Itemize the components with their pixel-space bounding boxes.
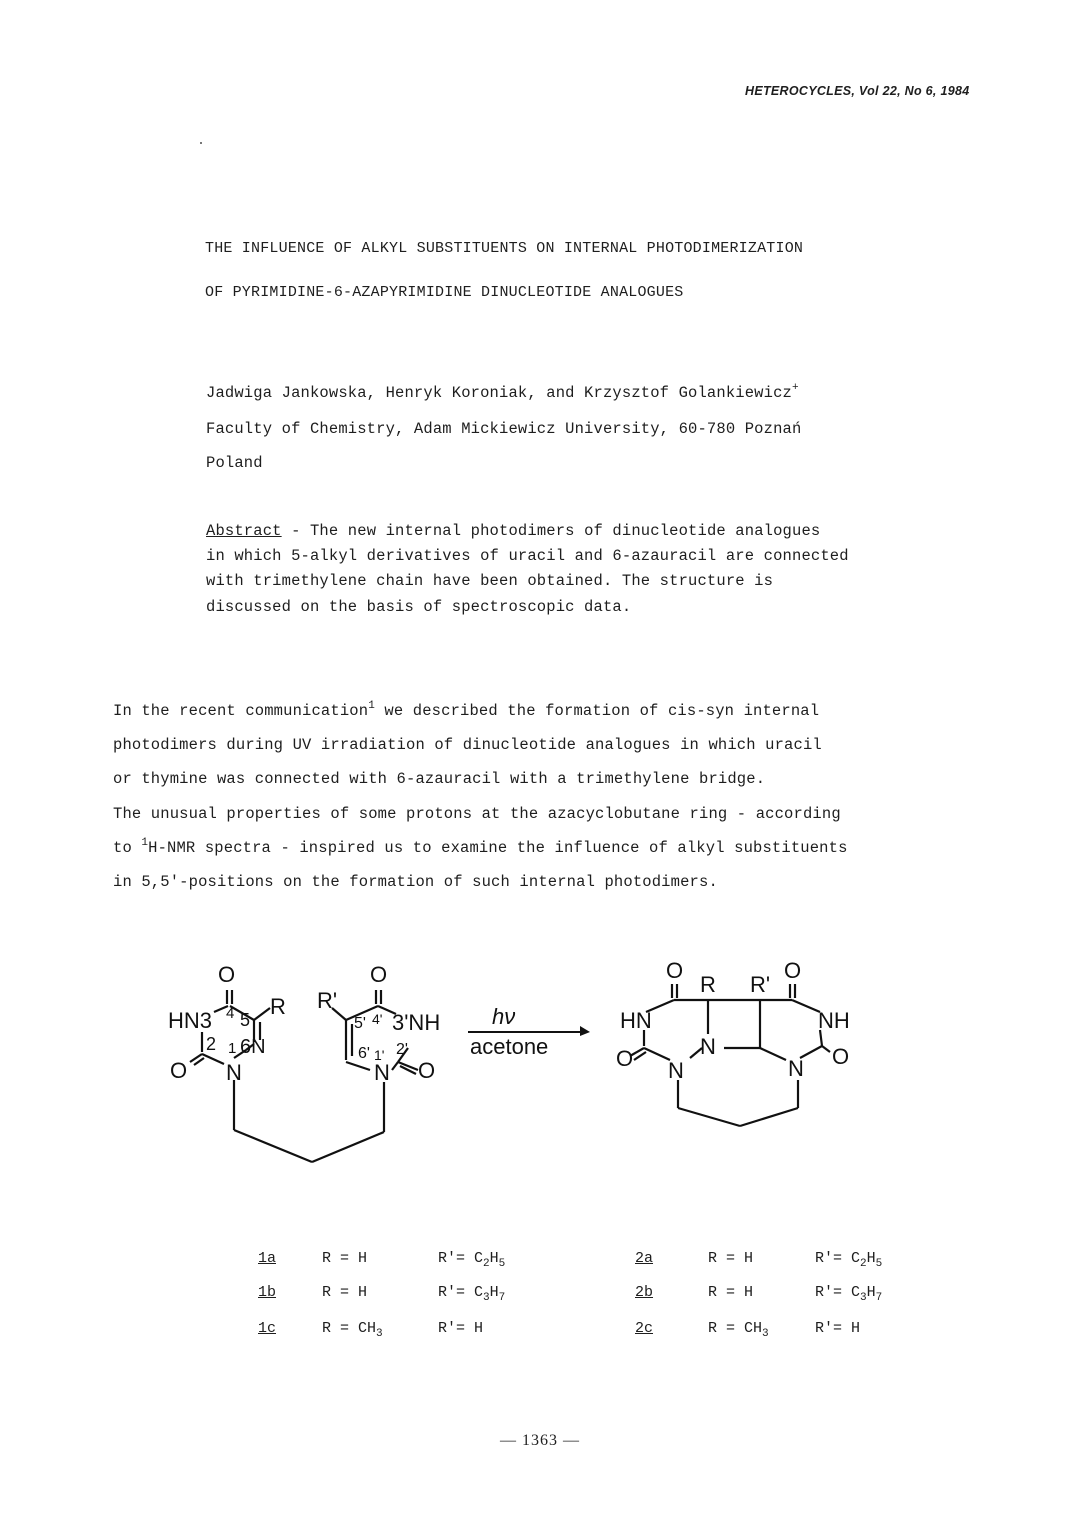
compound-1b-rp-mid: H <box>489 1284 499 1301</box>
abstract-line-1 <box>206 522 820 540</box>
compound-2b-rp-sub1: 3 <box>860 1292 867 1304</box>
left-pos-4: 4 <box>226 1005 235 1022</box>
arrow-hv: hν <box>492 1004 516 1029</box>
compound-1c-id: 1c <box>258 1320 277 1337</box>
compound-1a-id: 1a <box>258 1250 277 1267</box>
compound-1a-rp-sub2: 5 <box>498 1258 506 1270</box>
right-N-b: N <box>668 1058 684 1083</box>
compound-1b-id: 1b <box>258 1284 277 1301</box>
abstract-line-2: in which 5-alkyl derivatives of uracil and 6-azauracil are connected <box>206 547 849 565</box>
compound-2b-id: 2b <box>635 1284 654 1301</box>
compound-2a-rp <box>815 1250 882 1270</box>
body-line-5 <box>113 839 848 857</box>
right-N-c: N <box>788 1056 804 1081</box>
title-line-1: THE INFLUENCE OF ALKYL SUBSTITUENTS ON INTERNAL PHOTODIMERIZATION <box>205 240 804 257</box>
right-molecule-bonds <box>630 984 830 1126</box>
right-molecule-labels <box>616 958 850 1083</box>
left-O-c: O <box>170 1058 188 1083</box>
left-pos-5: 5 <box>240 1010 251 1030</box>
compound-1b-rp <box>438 1284 505 1304</box>
compound-2b-rp-sub2: 7 <box>875 1292 883 1304</box>
right-NH: NH <box>818 1008 850 1033</box>
affiliation-line-2: Poland <box>206 454 263 472</box>
compound-2a-rp-sub1: 2 <box>860 1258 867 1270</box>
compound-2a-r: R = H <box>708 1250 754 1267</box>
arrow-acetone: acetone <box>470 1034 549 1059</box>
abstract-label: Abstract <box>206 522 282 540</box>
compound-1a-rp-mid: H <box>489 1250 499 1267</box>
left-molecule-labels <box>168 962 440 1085</box>
left-3p-NH: 3'NH <box>392 1010 441 1035</box>
body-line-1-b: we described the formation of cis-syn internal <box>374 702 820 720</box>
compound-1c-r <box>322 1320 383 1340</box>
authors-text: Jadwiga Jankowska, Henryk Koroniak, and Krzysztof Golankiewicz <box>206 384 792 402</box>
compound-2b-rp <box>815 1284 882 1304</box>
journal-header: HETEROCYCLES, Vol 22, No 6, 1984 <box>745 84 970 98</box>
compound-1b-r: R = H <box>322 1284 368 1301</box>
body-line-3: or thymine was connected with 6-azauracil with a trimethylene bridge. <box>113 770 766 788</box>
abstract-line-3: with trimethylene chain have been obtained. The structure is <box>206 572 774 590</box>
body-line-1-a: In the recent communication <box>113 702 369 720</box>
right-R-prime: R' <box>750 972 771 997</box>
left-6N: 6N <box>240 1036 266 1058</box>
left-O-b: O <box>370 962 388 987</box>
compound-2c-r-pre: R = CH <box>708 1320 763 1337</box>
affiliation-line-1: Faculty of Chemistry, Adam Mickiewicz University, 60-780 Poznań <box>206 420 802 438</box>
compound-2a-rp-mid: H <box>866 1250 876 1267</box>
left-R: R <box>270 994 286 1019</box>
compound-1a-rp <box>438 1250 505 1270</box>
left-N1p: N <box>374 1060 390 1085</box>
compound-1a-r: R = H <box>322 1250 368 1267</box>
compound-2a-id: 2a <box>635 1250 654 1267</box>
left-pos-6p: 6' <box>358 1045 370 1062</box>
title-line-2: OF PYRIMIDINE-6-AZAPYRIMIDINE DINUCLEOTIDE ANALOGUES <box>205 284 684 301</box>
scan-speck <box>200 142 202 144</box>
right-O-2: O <box>784 958 802 983</box>
body-line-4: The unusual properties of some protons at the azacyclobutane ring - according <box>113 805 841 823</box>
left-pos-5p: 5' <box>354 1015 366 1032</box>
body-line-2: photodimers during UV irradiation of dinucleotide analogues in which uracil <box>113 736 822 754</box>
left-pos-2: 2 <box>206 1034 217 1054</box>
compound-2b-rp-pre: R'= C <box>815 1284 861 1301</box>
right-R: R <box>700 972 716 997</box>
abstract-line-1-text: - The new internal photodimers of dinucleotide analogues <box>281 522 821 540</box>
compound-1b-rp-sub2: 7 <box>498 1292 506 1304</box>
compound-1c-r-sub: 3 <box>376 1328 383 1340</box>
compound-2c-r <box>708 1320 769 1340</box>
arrow-head <box>580 1026 590 1036</box>
left-pos-4p: 4' <box>372 1011 383 1027</box>
compound-2a-rp-sub2: 5 <box>875 1258 883 1270</box>
compound-1b-rp-sub1: 3 <box>483 1292 490 1304</box>
compound-2a-rp-pre: R'= C <box>815 1250 861 1267</box>
reaction-scheme <box>150 950 870 1170</box>
left-pos-1p: 1' <box>374 1047 385 1063</box>
left-N1: N <box>226 1060 242 1085</box>
compound-1a-rp-pre: R'= C <box>438 1250 484 1267</box>
reference-1: 1 <box>368 700 375 712</box>
compound-1c-rp: R'= H <box>438 1320 484 1337</box>
compound-1c-r-pre: R = CH <box>322 1320 377 1337</box>
left-O-a: O <box>218 962 236 987</box>
compound-2c-rp: R'= H <box>815 1320 861 1337</box>
page-number: — 1363 — <box>500 1432 580 1449</box>
nmr-superscript: 1 <box>141 837 149 849</box>
right-HN: HN <box>620 1008 652 1033</box>
left-pos-2p: 2' <box>396 1041 408 1058</box>
compound-2b-rp-mid: H <box>866 1284 876 1301</box>
compound-2c-r-sub: 3 <box>762 1328 769 1340</box>
body-line-6: in 5,5'-positions on the formation of such internal photodimers. <box>113 873 718 891</box>
compound-2c-id: 2c <box>635 1320 654 1337</box>
left-O-d: O <box>418 1058 436 1083</box>
authors <box>206 384 799 402</box>
left-pos-1: 1 <box>228 1040 237 1057</box>
left-HN3: HN3 <box>168 1008 213 1033</box>
right-N-a: N <box>700 1034 716 1059</box>
right-O-3: O <box>616 1046 634 1071</box>
right-O-1: O <box>666 958 684 983</box>
right-O-4: O <box>832 1044 850 1069</box>
abstract-line-4: discussed on the basis of spectroscopic data. <box>206 598 632 616</box>
reaction-arrow <box>468 1004 590 1059</box>
body-line-5-b: H-NMR spectra - inspired us to examine the influence of alkyl substituents <box>148 839 848 857</box>
compound-1b-rp-pre: R'= C <box>438 1284 484 1301</box>
body-line-5-a: to <box>113 839 142 857</box>
author-mark: + <box>792 382 799 394</box>
compound-2b-r: R = H <box>708 1284 754 1301</box>
left-R-prime: R' <box>317 988 338 1013</box>
compound-1a-rp-sub1: 2 <box>483 1258 490 1270</box>
body-line-1 <box>113 702 819 720</box>
